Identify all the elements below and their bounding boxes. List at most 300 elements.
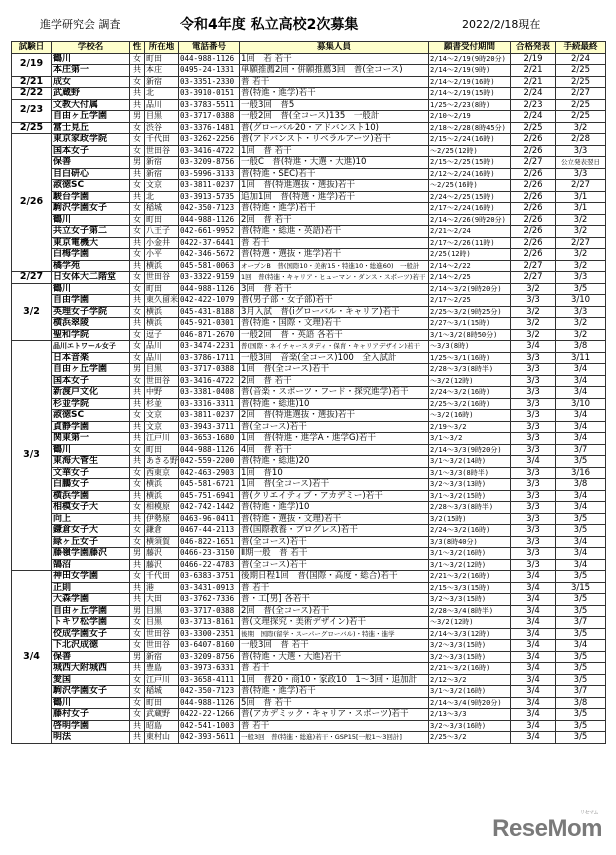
phone-number-cell: 03-3209-8756: [179, 157, 240, 169]
pass-announcement-cell: 3/3: [511, 295, 556, 307]
application-period-cell: 2/14〜3/2(9時20分): [429, 283, 511, 295]
school-name-cell: 正則: [52, 582, 130, 594]
phone-number-cell: 042-422-1079: [179, 295, 240, 307]
location-cell: 世田谷: [145, 628, 179, 640]
table-row: [12, 582, 606, 594]
application-period-cell: 3/1〜3/3(8時半): [429, 467, 511, 479]
school-name-cell: 保善: [52, 157, 130, 169]
pass-announcement-cell: 2/24: [511, 88, 556, 100]
sex-cell: 女: [130, 249, 145, 261]
sex-cell: 共: [130, 99, 145, 111]
location-cell: 文京: [145, 180, 179, 192]
phone-number-cell: 03-3381-0408: [179, 387, 240, 399]
procedure-deadline-cell: 公立発表翌日: [556, 157, 606, 169]
procedure-deadline-cell: 3/5: [556, 594, 606, 606]
pass-announcement-cell: 2/24: [511, 111, 556, 123]
school-name-cell: 横浜学園: [52, 490, 130, 502]
capacity-cell: 5回 普 若干: [240, 697, 429, 709]
capacity-cell: 普(特進・総進)20: [240, 456, 429, 468]
procedure-deadline-cell: 3/2: [556, 226, 606, 238]
procedure-deadline-cell: 3/5: [556, 720, 606, 732]
application-period-cell: 2/13〜3/3: [429, 709, 511, 721]
phone-number-cell: 03-3474-2231: [179, 341, 240, 353]
location-cell: 世田谷: [145, 272, 179, 284]
col-header-pass-announcement: 合格発表: [511, 42, 556, 54]
table-row: [12, 375, 606, 387]
pass-announcement-cell: 3/4: [511, 628, 556, 640]
phone-number-cell: 03-3762-7336: [179, 594, 240, 606]
application-period-cell: 3/2〜3/3(15時): [429, 651, 511, 663]
table-row: [12, 651, 606, 663]
table-row: [12, 65, 606, 77]
pass-announcement-cell: 3/2: [511, 318, 556, 330]
location-cell: 品川: [145, 341, 179, 353]
sex-cell: 女: [130, 617, 145, 629]
location-cell: 目黒: [145, 111, 179, 123]
location-cell: 八王子: [145, 226, 179, 238]
capacity-cell: 一般3回 音楽(全コース)100 全入試計: [240, 352, 429, 364]
school-name-cell: 啓明学園: [52, 720, 130, 732]
location-cell: 目黒: [145, 364, 179, 376]
sex-cell: 女: [130, 283, 145, 295]
school-name-cell: 淑徳SC: [52, 410, 130, 422]
location-cell: 新宿: [145, 651, 179, 663]
table-row: [12, 479, 606, 491]
application-period-cell: 3/1〜3/2(14時): [429, 456, 511, 468]
application-period-cell: 〜3/3(8時): [429, 341, 511, 353]
phone-number-cell: 03-3913-5735: [179, 191, 240, 203]
logo-kana: リセマム: [580, 810, 598, 816]
procedure-deadline-cell: 3/2: [556, 214, 606, 226]
sex-cell: 女: [130, 375, 145, 387]
exam-date-cell: 2/22: [12, 88, 52, 100]
capacity-cell: 普(特進・進学)10: [240, 502, 429, 514]
school-name-cell: 相模女子大: [52, 502, 130, 514]
procedure-deadline-cell: 3/7: [556, 686, 606, 698]
pass-announcement-cell: 2/26: [511, 249, 556, 261]
location-cell: 町田: [145, 214, 179, 226]
application-period-cell: 2/18〜2/28(8時45分): [429, 122, 511, 134]
sex-cell: 女: [130, 628, 145, 640]
capacity-cell: 2回 普 若干: [240, 214, 429, 226]
sex-cell: 女: [130, 134, 145, 146]
col-header-phone: 電話番号: [179, 42, 240, 54]
location-cell: 町田: [145, 444, 179, 456]
col-header-location: 所在地: [145, 42, 179, 54]
phone-number-cell: 042-661-9952: [179, 226, 240, 238]
location-cell: 横浜: [145, 260, 179, 272]
procedure-deadline-cell: 3/3: [556, 306, 606, 318]
phone-number-cell: 03-3783-5511: [179, 99, 240, 111]
capacity-cell: 普(特進・進学)若干: [240, 686, 429, 698]
pass-announcement-cell: 3/3: [511, 410, 556, 422]
application-period-cell: 2/14〜2/22: [429, 260, 511, 272]
school-name-cell: 白梅学園: [52, 249, 130, 261]
sex-cell: 女: [130, 640, 145, 652]
pass-announcement-cell: 3/2: [511, 283, 556, 295]
capacity-cell: 一般2回 普・英語 各若干: [240, 329, 429, 341]
pass-announcement-cell: 2/27: [511, 260, 556, 272]
location-cell: 東久留米: [146, 295, 178, 304]
table-row: [12, 640, 606, 652]
application-period-cell: 1/25〜3/1(16時): [429, 352, 511, 364]
location-cell: 町田: [145, 697, 179, 709]
table-row: [12, 249, 606, 261]
page-header: [0, 14, 616, 34]
procedure-deadline-cell: 3/10: [556, 398, 606, 410]
sex-cell: 共: [130, 513, 145, 525]
table-row: [12, 226, 606, 238]
procedure-deadline-cell: 3/5: [556, 709, 606, 721]
procedure-deadline-cell: 3/2: [556, 318, 606, 330]
application-period-cell: 2/27〜3/1(15時): [429, 318, 511, 330]
pass-announcement-cell: 3/3: [511, 387, 556, 399]
procedure-deadline-cell: 3/5: [556, 571, 606, 583]
sex-cell: 共: [130, 168, 145, 180]
phone-number-cell: 03-6407-8160: [179, 640, 240, 652]
school-name-cell: 駿台学園: [52, 191, 130, 203]
phone-number-cell: 042-350-7123: [179, 203, 240, 215]
phone-number-cell: 0466-22-4783: [179, 559, 240, 571]
sex-cell: 女: [130, 329, 145, 341]
school-name-cell: 日女体大二階堂: [52, 272, 130, 284]
col-header-procedure-deadline: 手続最終: [556, 42, 606, 54]
phone-number-cell: 03-3973-6331: [179, 663, 240, 675]
capacity-cell: 普・工[男] 各若干: [240, 594, 429, 606]
sex-cell: 女: [130, 306, 145, 318]
exam-date-cell: 2/21: [12, 76, 52, 88]
application-period-cell: 2/14〜3/3(9時20分): [429, 444, 511, 456]
procedure-deadline-cell: 3/8: [556, 341, 606, 353]
table-row: [12, 272, 606, 284]
pass-announcement-cell: 3/4: [511, 663, 556, 675]
table-row: [12, 122, 606, 134]
exam-date-cell: 2/19: [12, 53, 52, 76]
as-of-date: 2022/2/18現在: [462, 18, 541, 31]
pass-announcement-cell: 3/4: [511, 605, 556, 617]
application-period-cell: 2/24〜3/2(16時): [429, 387, 511, 399]
procedure-deadline-cell: 3/5: [556, 628, 606, 640]
phone-number-cell: 03-3717-0388: [179, 111, 240, 123]
exam-date-cell: 3/3: [12, 341, 52, 571]
pass-announcement-cell: 3/4: [511, 341, 556, 353]
pass-announcement-cell: 3/3: [511, 536, 556, 548]
sex-cell: 共: [130, 456, 145, 468]
table-row: [12, 168, 606, 180]
sex-cell: 女: [130, 479, 145, 491]
procedure-deadline-cell: 2/25: [556, 99, 606, 111]
capacity-cell: 普(国際教養・プログレス)若干: [240, 525, 429, 537]
application-period-cell: 2/19〜3/2: [429, 421, 511, 433]
table-row: [12, 571, 606, 583]
capacity-cell: 普(特選・選抜・進学)若干: [240, 249, 429, 261]
procedure-deadline-cell: 3/2: [556, 329, 606, 341]
pass-announcement-cell: 3/3: [511, 502, 556, 514]
phone-number-cell: 0463-96-0411: [179, 513, 240, 525]
school-name-cell: 下北沢成徳: [52, 640, 130, 652]
procedure-deadline-cell: 3/5: [556, 525, 606, 537]
sex-cell: 男: [130, 111, 145, 123]
location-cell: 新宿: [145, 76, 179, 88]
pass-announcement-cell: 2/26: [511, 203, 556, 215]
capacity-cell: 普(全コース)若干: [240, 559, 429, 571]
application-period-cell: 2/15〜3/3(15時): [429, 582, 511, 594]
procedure-deadline-cell: 3/5: [556, 513, 606, 525]
procedure-deadline-cell: 3/11: [556, 352, 606, 364]
table-row: [12, 720, 606, 732]
phone-number-cell: 03-3431-0913: [179, 582, 240, 594]
application-period-cell: 3/1〜3/2(15時): [429, 490, 511, 502]
capacity-cell: 普(特進・進学)若干: [240, 203, 429, 215]
location-cell: 目黒: [145, 617, 179, 629]
phone-number-cell: 03-3943-3711: [179, 421, 240, 433]
school-name-cell: 杉並学院: [52, 398, 130, 410]
phone-number-cell: 042-393-5611: [179, 732, 240, 744]
col-header-capacity: 募集人員: [240, 42, 429, 54]
application-period-cell: 3/1〜3/2(16時): [429, 548, 511, 560]
location-cell: 横浜: [145, 490, 179, 502]
phone-number-cell: 03-3713-8161: [179, 617, 240, 629]
pass-announcement-cell: 3/4: [511, 582, 556, 594]
pass-announcement-cell: 3/4: [511, 674, 556, 686]
capacity-cell: 2回 普 若干: [240, 375, 429, 387]
school-name-cell: 鶴川: [52, 697, 130, 709]
table-row: [12, 318, 606, 330]
table-row: [12, 663, 606, 675]
school-name-cell: 共立女子第二: [52, 226, 130, 238]
application-period-cell: 2/15〜2/24(16時): [429, 134, 511, 146]
application-period-cell: 2/14〜3/4(9時20分): [429, 697, 511, 709]
sex-cell: 男: [130, 157, 145, 169]
sex-cell: 女: [130, 272, 145, 284]
procedure-deadline-cell: 3/5: [556, 283, 606, 295]
procedure-deadline-cell: 2/25: [556, 111, 606, 123]
sex-cell: 女: [130, 410, 145, 422]
capacity-cell: 普(特進・総進)10: [240, 398, 429, 410]
pass-announcement-cell: 3/4: [511, 686, 556, 698]
procedure-deadline-cell: 3/7: [556, 444, 606, 456]
sex-cell: 共: [130, 260, 145, 272]
pass-announcement-cell: 2/26: [511, 237, 556, 249]
location-cell: 北: [145, 88, 179, 100]
table-header-row: [12, 42, 606, 54]
application-period-cell: 2/12〜3/2: [429, 674, 511, 686]
school-name-cell: 鶴川: [52, 53, 130, 65]
capacity-cell: 一般3回 普 若干: [240, 640, 429, 652]
school-name-cell: 駒沢学園女子: [52, 203, 130, 215]
col-header-application-period: 願書受付期間: [429, 42, 511, 54]
phone-number-cell: 0422-22-1266: [179, 709, 240, 721]
table-row: [12, 444, 606, 456]
application-period-cell: 〜3/2(12時): [429, 617, 511, 629]
capacity-cell: 1回 普10: [240, 467, 429, 479]
sex-cell: 男: [130, 364, 145, 376]
table-row: [12, 157, 606, 169]
table-row: [12, 214, 606, 226]
school-name-cell: 鎌倉女子大: [52, 525, 130, 537]
location-cell: 藤沢: [145, 548, 179, 560]
phone-number-cell: 042-742-1442: [179, 502, 240, 514]
sex-cell: 女: [130, 536, 145, 548]
pass-announcement-cell: 2/26: [511, 168, 556, 180]
procedure-deadline-cell: 3/4: [556, 421, 606, 433]
capacity-cell: 後期 国際(留学・スーパーグローバル)・特進・進学: [240, 628, 429, 640]
sex-cell: 共: [130, 594, 145, 606]
location-cell: 杉並: [145, 398, 179, 410]
procedure-deadline-cell: 2/28: [556, 134, 606, 146]
table-row: [12, 306, 606, 318]
school-name-cell: 英理女子学院: [52, 306, 130, 318]
capacity-cell: 普(特進・進学)若干: [240, 88, 429, 100]
application-period-cell: 3/2〜3/3(15時): [429, 594, 511, 606]
pass-announcement-cell: 3/3: [511, 513, 556, 525]
sex-cell: 女: [130, 674, 145, 686]
location-cell: 小平: [145, 249, 179, 261]
phone-number-cell: 03-3316-3311: [179, 398, 240, 410]
sex-cell: 女: [130, 53, 145, 65]
location-cell: あきる野: [146, 456, 178, 465]
procedure-deadline-cell: 3/5: [556, 651, 606, 663]
application-period-cell: 2/28〜3/3(8時半): [429, 502, 511, 514]
pass-announcement-cell: 2/27: [511, 272, 556, 284]
phone-number-cell: 044-988-1126: [179, 283, 240, 295]
procedure-deadline-cell: 3/5: [556, 456, 606, 468]
capacity-cell: 追加1回 普(特選・進学)若干: [240, 191, 429, 203]
table-row: [12, 260, 606, 272]
phone-number-cell: 03-3658-4111: [179, 674, 240, 686]
table-row: [12, 341, 606, 353]
application-period-cell: 2/14〜2/19(9時20分): [429, 53, 511, 65]
procedure-deadline-cell: 3/4: [556, 559, 606, 571]
pass-announcement-cell: 3/4: [511, 697, 556, 709]
procedure-deadline-cell: 3/1: [556, 191, 606, 203]
sex-cell: 女: [130, 571, 145, 583]
col-header-sex: 性: [130, 42, 145, 54]
application-period-cell: 2/14〜2/19(16時): [429, 76, 511, 88]
application-period-cell: 2/25(12時): [429, 249, 511, 261]
sex-cell: 女: [130, 214, 145, 226]
school-name-cell: 保善: [52, 651, 130, 663]
application-period-cell: 3/2〜3/3(16時): [429, 720, 511, 732]
capacity-cell: 普(文理探究・美術デザイン)若干: [240, 617, 429, 629]
pass-announcement-cell: 3/3: [511, 467, 556, 479]
school-name-cell: 東京家政学院: [52, 134, 130, 146]
sex-cell: 共: [130, 732, 145, 744]
school-name-cell: 成女: [52, 76, 130, 88]
school-name-cell: 関東第一: [52, 433, 130, 445]
application-period-cell: 3/1〜3/2(12時): [429, 559, 511, 571]
location-cell: 北: [145, 191, 179, 203]
table-row: [12, 364, 606, 376]
location-cell: 世田谷: [145, 375, 179, 387]
phone-number-cell: 03-3910-0151: [179, 88, 240, 100]
application-period-cell: 2/24〜2/25(15時): [429, 191, 511, 203]
procedure-deadline-cell: 3/4: [556, 490, 606, 502]
capacity-cell: 普(国際・ネイチャースタディ・保育・キャリアデザイン)若干: [240, 341, 429, 353]
table-row: [12, 88, 606, 100]
application-period-cell: 〜2/25(12時): [429, 145, 511, 157]
capacity-cell: 一般3回 普(特進・総進)若干・GSP15[一般1〜3回計]: [240, 732, 429, 744]
phone-number-cell: 045-921-0301: [179, 318, 240, 330]
school-name-cell: 藤村女子: [52, 709, 130, 721]
sex-cell: 女: [130, 341, 145, 353]
procedure-deadline-cell: 3/3: [556, 272, 606, 284]
phone-number-cell: 044-988-1126: [179, 53, 240, 65]
sex-cell: 女: [130, 145, 145, 157]
school-name-cell: 東京電機大: [52, 237, 130, 249]
capacity-cell: 4回 普 若干: [240, 444, 429, 456]
capacity-cell: 普 若干: [240, 76, 429, 88]
application-period-cell: 3/2〜3/3(15時): [429, 640, 511, 652]
col-header-exam-date: 試験日: [12, 42, 52, 54]
application-period-cell: 1/25〜2/23(8時): [429, 99, 511, 111]
pass-announcement-cell: 2/26: [511, 134, 556, 146]
procedure-deadline-cell: 3/3: [556, 168, 606, 180]
location-cell: 品川: [145, 99, 179, 111]
capacity-cell: 普 若干: [240, 237, 429, 249]
pass-announcement-cell: 3/3: [511, 433, 556, 445]
location-cell: 逗子: [145, 329, 179, 341]
school-name-cell: 鶴川: [52, 214, 130, 226]
procedure-deadline-cell: 3/4: [556, 548, 606, 560]
phone-number-cell: 042-559-2200: [179, 456, 240, 468]
phone-number-cell: 045-581-0063: [179, 260, 240, 272]
location-cell: 中野: [145, 387, 179, 399]
application-period-cell: 2/28〜3/4(8時半): [429, 605, 511, 617]
application-period-cell: 2/14〜3/3(12時): [429, 628, 511, 640]
location-cell: 文京: [145, 421, 179, 433]
application-period-cell: 2/15〜2/25(15時): [429, 157, 511, 169]
procedure-deadline-cell: 3/4: [556, 410, 606, 422]
location-cell: 江戸川: [145, 674, 179, 686]
school-name-cell: 淑徳SC: [52, 180, 130, 192]
phone-number-cell: 046-822-1651: [179, 536, 240, 548]
sex-cell: 女: [130, 76, 145, 88]
school-name-cell: 駒沢学園女子: [52, 686, 130, 698]
capacity-cell: 普 若干: [240, 582, 429, 594]
location-cell: 伊勢原: [145, 513, 179, 525]
application-period-cell: 2/21〜2/24: [429, 226, 511, 238]
sex-cell: 女: [130, 444, 145, 456]
table-row: [12, 456, 606, 468]
sex-cell: 共: [130, 720, 145, 732]
table-row: [12, 467, 606, 479]
phone-number-cell: 03-3416-4722: [179, 145, 240, 157]
sex-cell: 女: [130, 686, 145, 698]
procedure-deadline-cell: 3/10: [556, 295, 606, 307]
school-name-cell: 自由ヶ丘学園: [52, 111, 130, 123]
capacity-cell: オープンB 普(国際10・美術15・特進10・総進60) 一般計: [240, 260, 429, 272]
phone-number-cell: 03-3300-2351: [179, 628, 240, 640]
procedure-deadline-cell: 3/4: [556, 640, 606, 652]
application-period-cell: 3/1〜3/2(8時50分): [429, 329, 511, 341]
table-row: [12, 732, 606, 744]
school-name-cell: 目白研心: [52, 168, 130, 180]
school-name-cell: 国本女子: [52, 375, 130, 387]
capacity-cell: 普(特進・総進・英語)若干: [240, 226, 429, 238]
table-row: [12, 594, 606, 606]
sex-cell: 男: [130, 548, 145, 560]
pass-announcement-cell: 3/3: [511, 479, 556, 491]
sex-cell: 共: [130, 387, 145, 399]
capacity-cell: 普(全コース)若干: [240, 421, 429, 433]
table-row: [12, 697, 606, 709]
application-period-cell: 〜3/2(12時): [429, 375, 511, 387]
phone-number-cell: 0422-37-6441: [179, 237, 240, 249]
pass-announcement-cell: 3/4: [511, 571, 556, 583]
location-cell: 目黒: [145, 605, 179, 617]
capacity-cell: 普(グローバル20・アドバンスト10): [240, 122, 429, 134]
